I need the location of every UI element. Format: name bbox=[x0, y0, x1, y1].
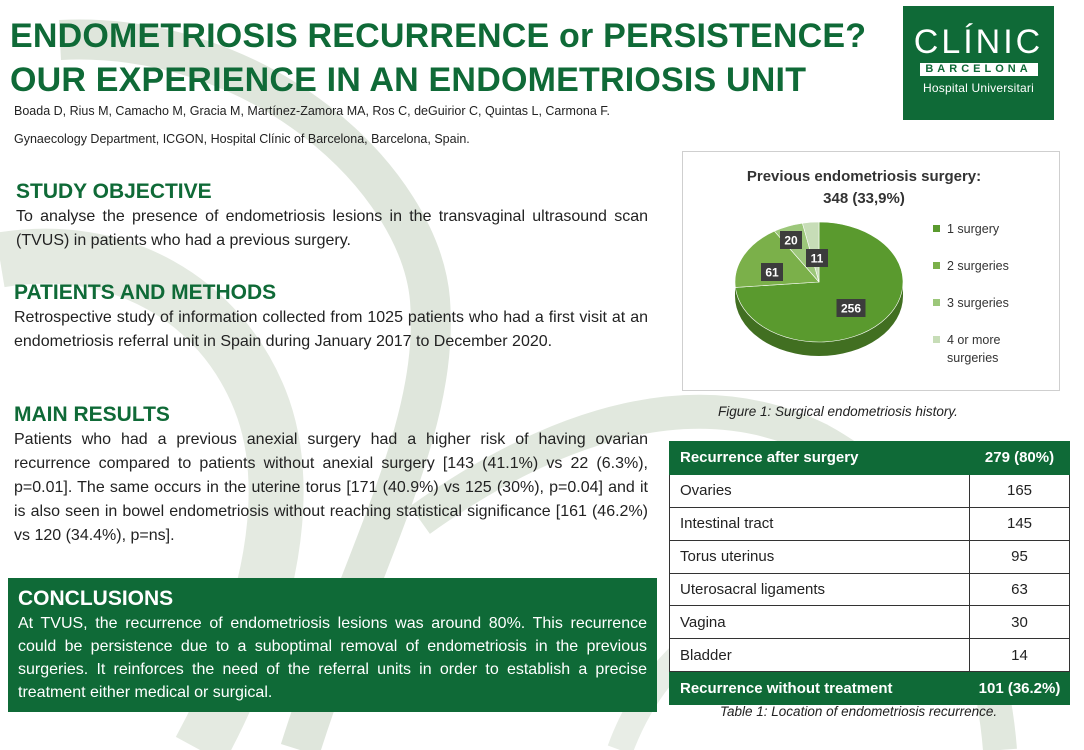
legend-label: 2 surgeries bbox=[947, 259, 1009, 273]
objective-heading: STUDY OBJECTIVE bbox=[16, 180, 212, 203]
legend-swatch bbox=[933, 262, 940, 269]
results-heading: MAIN RESULTS bbox=[14, 403, 170, 426]
pie-data-label bbox=[806, 249, 828, 267]
conclusions-section bbox=[8, 578, 657, 712]
svg-text:20: 20 bbox=[784, 233, 798, 248]
legend-label: 4 or more surgeries bbox=[947, 333, 1001, 365]
surgery-pie-chart bbox=[682, 151, 1060, 391]
table-row bbox=[670, 507, 1070, 540]
table-header-label: Recurrence after surgery bbox=[670, 442, 970, 475]
objective-section bbox=[16, 179, 648, 253]
svg-text:11: 11 bbox=[810, 251, 824, 266]
table-cell-label: Intestinal tract bbox=[670, 507, 970, 540]
logo-city: BARCELONA bbox=[920, 63, 1038, 76]
results-section bbox=[14, 402, 648, 548]
figure-caption: Figure 1: Surgical endometriosis history. bbox=[718, 404, 958, 419]
legend-label: 3 surgeries bbox=[947, 296, 1009, 310]
svg-text:256: 256 bbox=[840, 301, 862, 316]
table-row bbox=[670, 606, 1070, 639]
title-line-2: OUR EXPERIENCE IN AN ENDOMETRIOSIS UNIT bbox=[10, 61, 807, 99]
logo-brand: CLÍNIC bbox=[913, 23, 1044, 61]
methods-text: Retrospective study of information collected from 1025 patients who had a first visit at an endometriosis referral unit in Spain during January 2017 to December 2020. bbox=[14, 309, 648, 350]
table-cell-value: 101 (36.2%) bbox=[970, 672, 1070, 705]
table-row bbox=[670, 573, 1070, 606]
table-row bbox=[670, 474, 1070, 507]
logo-hospital: Hospital Universitari bbox=[923, 81, 1034, 95]
results-text: Patients who had a previous anexial surgery had a higher risk of having ovarian recurrence compared to patients without anexial surgery [143 (41.1%) vs 22 (6.3%), p=0.01]. The same occurs in the uterine torus [171 (40.9%) vs 125 (30%), p=0.04] and it is also seen in bowel endometriosis without reaching statistical significance [161 (46.2%) vs 120 (34.4%), p=ns]. bbox=[14, 431, 648, 544]
poster-title bbox=[10, 14, 866, 102]
table-cell-label: Uterosacral ligaments bbox=[670, 573, 970, 606]
table-cell-value: 30 bbox=[970, 606, 1070, 639]
table-cell-label: Recurrence without treatment bbox=[670, 672, 970, 705]
table-cell-value: 14 bbox=[970, 639, 1070, 672]
methods-section bbox=[14, 280, 648, 354]
legend-swatch bbox=[933, 299, 940, 306]
table-header-row bbox=[670, 442, 1070, 475]
conclusions-text: At TVUS, the recurrence of endometriosis lesions was around 80%. This recurrence could be persistence due to a suboptimal removal of endometriosis in the previous surgeries. It reinforces the need of the referral units in order to establish a precise treatment either medical or surgical. bbox=[18, 615, 647, 701]
table-row bbox=[670, 540, 1070, 573]
title-line-1: ENDOMETRIOSIS RECURRENCE or PERSISTENCE? bbox=[10, 17, 867, 55]
pie-data-label bbox=[761, 263, 783, 281]
table-cell-value: 165 bbox=[970, 474, 1070, 507]
svg-text:61: 61 bbox=[765, 265, 779, 280]
table-cell-value: 63 bbox=[970, 573, 1070, 606]
table-cell-label: Bladder bbox=[670, 639, 970, 672]
objective-text: To analyse the presence of endometriosis lesions in the transvaginal ultrasound scan (TVUS) in patients who had a previous surgery. bbox=[16, 208, 648, 249]
recurrence-table bbox=[669, 441, 1070, 705]
pie-data-label bbox=[837, 299, 866, 317]
affiliation: Gynaecology Department, ICGON, Hospital Clínic of Barcelona, Barcelona, Spain. bbox=[14, 132, 470, 146]
chart-title-line: Previous endometriosis surgery: bbox=[746, 168, 982, 185]
table-caption: Table 1: Location of endometriosis recurrence. bbox=[720, 704, 998, 719]
conclusions-heading: CONCLUSIONS bbox=[18, 587, 174, 610]
table-cell-value: 145 bbox=[970, 507, 1070, 540]
table-cell-value: 95 bbox=[970, 540, 1070, 573]
table-cell-label: Torus uterinus bbox=[670, 540, 970, 573]
methods-heading: PATIENTS AND METHODS bbox=[14, 281, 277, 304]
table-header-value: 279 (80%) bbox=[970, 442, 1070, 475]
table-cell-label: Vagina bbox=[670, 606, 970, 639]
legend-swatch bbox=[933, 225, 940, 232]
table-row bbox=[670, 639, 1070, 672]
legend-label: 1 surgery bbox=[947, 222, 1000, 236]
table-footer-row bbox=[670, 672, 1070, 705]
table-cell-label: Ovaries bbox=[670, 474, 970, 507]
chart-subtitle: 348 (33,9%) bbox=[823, 190, 905, 207]
hospital-logo bbox=[903, 6, 1054, 120]
pie-data-label bbox=[780, 231, 802, 249]
legend-swatch bbox=[933, 336, 940, 343]
authors: Boada D, Rius M, Camacho M, Gracia M, Martínez-Zamora MA, Ros C, deGuirior C, Quintas L, Carmona F. bbox=[14, 104, 611, 118]
